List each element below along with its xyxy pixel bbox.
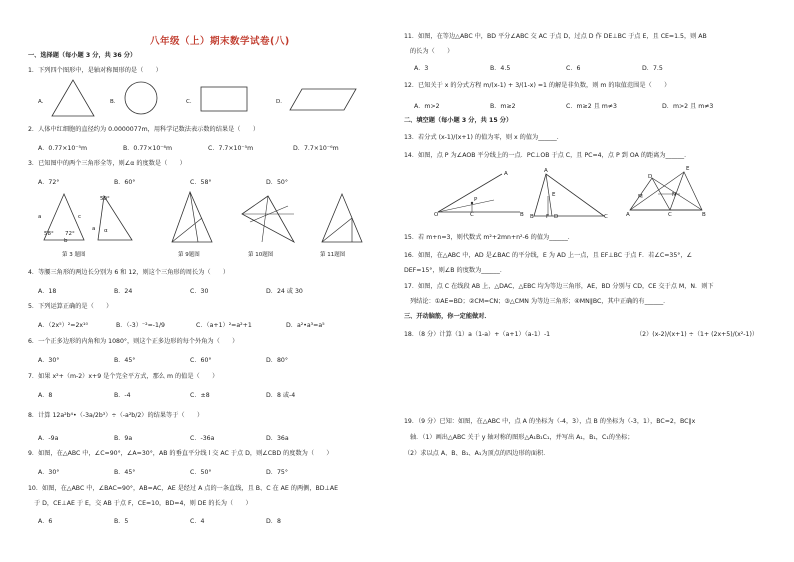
q14-label-c: C (470, 212, 474, 218)
q7-option-a: A．8 (38, 392, 53, 399)
q16-label-b: B (530, 214, 534, 220)
q4-option-d: D．24 或 30 (266, 288, 303, 295)
q14-label-b: B (520, 212, 524, 218)
q9-option-c: C．50° (190, 469, 212, 476)
q7-option-b: B．-4 (114, 392, 131, 399)
q17-label-b: B (702, 212, 706, 218)
q16-label-c: C (604, 214, 608, 220)
question-8: 8．计算 12a²b⁴•（-3a/2b³）÷（-a²b/2）的结果等于（ ） (28, 412, 204, 419)
q1-option-d: D． (276, 99, 286, 105)
q11-option-b: B．4.5 (490, 65, 511, 72)
rectangle-shape (200, 86, 248, 112)
section-1-heading: 一、选择题（每小题 3 分，共 36 分） (28, 52, 137, 59)
q4-options (38, 286, 342, 295)
q3-options (38, 177, 342, 186)
q9-option-d: D．75° (266, 469, 288, 476)
q17-label-d: D (648, 174, 653, 180)
figure-caption-10: 第 10题图 (248, 252, 274, 258)
q7-option-d: D．8 或-4 (266, 392, 296, 399)
q3-label-alpha: α (104, 228, 108, 234)
q5-option-c: C．（a+1）²=a²+1 (196, 322, 252, 329)
question-11-line-1: 11．如图，在等边△ABC 中，BD 平分∠ABC 交 AC 于点 D，过点 D 作 DE⊥BC 于点 E，且 CE=1.5，则 AB (404, 33, 707, 40)
q1-option-a: A． (38, 99, 48, 105)
q11-option-d: D．7.5 (642, 65, 663, 72)
q6-option-c: C．60° (190, 357, 212, 364)
q3-label-72: 72° (65, 231, 75, 237)
q10-figure (238, 192, 298, 246)
question-17-line-1: 17．如图，点 C 在线段 AB 上，△DAC，△EBC 均为等边三角形，AE，BD 分别与 CD，CE 交于点 M，N．则下 (404, 283, 714, 290)
q17-label-m: M (638, 194, 643, 200)
question-16-line-1: 16．如图，在△ABC 中，AD 是∠BAC 的平分线，E 为 AD 上一点，且 EF⊥BC 于点 F．若∠C=35°，∠ (404, 252, 693, 259)
q6-option-a: A．30° (38, 357, 60, 364)
question-18-part-2: （2）(x-2)/(x+1) ÷（1+ (2x+5)/(x²-1)） (636, 331, 759, 338)
q3-label-58: 58° (44, 231, 54, 237)
q6-option-d: D．80° (266, 357, 288, 364)
question-10-line-2: 于 D，CE⊥AE 于 E，交 AB 于点 F，CE=10，BD=4，则 DE 的长为（ ） (34, 500, 252, 507)
question-7: 7．如果 x²+（m-2）x+9 是个完全平方式，那么 m 的值是（ ） (28, 373, 219, 380)
triangle-shape (50, 78, 96, 118)
question-17-line-2: 列结论：①AE=BD；②CM=CN；③△CMN 为等边三角形；④MN∥BC，其中正确的有______． (410, 298, 670, 305)
question-6: 6．一个正多边形的内角和为 1080°，则这个正多边形的每个外角为（ ） (28, 338, 239, 345)
question-11-line-2: 的长为（ ） (410, 48, 454, 55)
q2-option-b: B．0.77×10⁻⁶m (123, 145, 173, 152)
question-16-line-2: DEF=15°，则∠B 的度数为______． (404, 267, 507, 274)
q9-option-b: B．45° (114, 469, 136, 476)
q8-option-c: C．-36a (190, 435, 215, 442)
left-column (28, 0, 396, 562)
q14-label-o: O (434, 212, 439, 218)
q3-label-a2: a (92, 226, 96, 232)
q16-label-d: D (554, 214, 559, 220)
q11-option-c: C．6 (566, 65, 581, 72)
q16-label-a: A (544, 168, 548, 174)
q12-option-d: D．m>2 且 m≠3 (662, 103, 714, 110)
figure-caption-3: 第 3 题图 (62, 252, 86, 258)
question-14: 14．如图，点 P 为∠AOB 平分线上的一点．PC⊥OB 于点 C，且 PC=4，点 P 到 OA 的距离为______． (404, 152, 691, 159)
q3-option-a: A．72° (38, 179, 60, 186)
right-column (404, 0, 772, 562)
question-12: 12．已知关于 x 的分式方程 m/(x-1) + 3/(1-x) =1 的解是非负数，则 m 的取值范围是（ ） (404, 82, 671, 89)
question-10-line-1: 10．如图，在△ABC 中，∠BAC=90°，AB=AC，AE 是经过 A 点的一条直线，且 B、C 在 AE 的两侧，BD⊥AE (28, 485, 339, 492)
question-19-line-1: 19．（9 分）已知：如图，在△ABC 中，点 A 的坐标为（-4，3），点 B 的坐标为（-3，1），BC=2，BC∥x (404, 418, 696, 425)
q4-option-c: C．30 (190, 288, 209, 295)
section-2-heading: 二、填空题（每小题 3 分，共 15 分） (404, 117, 513, 124)
q17-label-a: A (626, 212, 630, 218)
q12-option-a: A．m>2 (414, 103, 440, 110)
parallelogram-shape (288, 88, 358, 112)
q5-option-b: B．（-3）⁻²=-1/9 (116, 322, 165, 329)
q6-option-b: B．45° (114, 357, 136, 364)
q17-label-n: N (672, 192, 677, 198)
q10-option-d: D．8 (266, 518, 281, 525)
q12-options (414, 101, 758, 110)
question-4: 4．等腰三角形的两边长分别为 6 和 12，则这个三角形的周长为（ ） (28, 269, 230, 276)
q14-label-p: P (474, 197, 478, 203)
figure-caption-9: 第 9题图 (178, 252, 200, 258)
q11-figure (318, 190, 366, 246)
q8-option-d: D．36a (266, 435, 289, 442)
figure-caption-11: 第 11题图 (320, 252, 346, 258)
question-5: 5．下列运算正确的是（ ） (28, 303, 113, 310)
q8-option-a: A．-9a (38, 435, 59, 442)
q14-angle-figure (434, 170, 524, 218)
q17-label-c: C (668, 212, 672, 218)
q10-option-b: B．5 (114, 518, 129, 525)
q1-option-b: B． (110, 99, 120, 105)
question-19-line-2: 轴．（1）画出△ABC 关于 y 轴对称的图形△A₁B₁C₁，并写出 A₁，B₁，C₁的坐标； (410, 434, 634, 441)
q9-options (38, 467, 342, 476)
q16-triangle-figure (530, 170, 608, 222)
question-1: 1．下列四个图形中，是轴对称图形的是（ ） (28, 67, 162, 74)
q10-option-c: C．4 (190, 518, 205, 525)
question-18-part-1: 18．（8 分）计算（1）a（1-a）+（a+1）（a-1）-1 (404, 331, 551, 338)
q17-label-e: E (686, 166, 690, 172)
q8-option-b: B．9a (114, 435, 133, 442)
q5-option-d: D．a²•a³=a⁵ (286, 322, 325, 329)
q6-options (38, 355, 342, 364)
q11-option-a: A．3 (414, 65, 429, 72)
q3-option-d: D．50° (266, 179, 288, 186)
q2-option-c: C．7.7×10⁻⁵m (208, 145, 254, 152)
q12-option-c: C．m≥2 且 m≠3 (566, 103, 617, 110)
q5-option-a: A．（2x⁵）²=2x¹⁰ (38, 322, 88, 329)
q11-options (414, 63, 718, 72)
question-13: 13．若分式 (x-1)/(x+1) 的值为零，则 x 的值为______． (404, 134, 563, 141)
q16-label-f: F (546, 214, 550, 220)
q2-option-a: A．0.77×10⁻⁵m (38, 145, 88, 152)
q4-option-a: A．18 (38, 288, 57, 295)
q3-triangles-figure (36, 190, 136, 246)
question-9: 9．如图，在△ABC 中，∠C=90°，∠A=30°，AB 的垂直平分线 l 交 AC 于点 D，则∠CBD 的度数为（ ） (28, 450, 333, 457)
q9-figure (168, 188, 218, 248)
q2-options (38, 143, 378, 152)
page-title: 八年级（上）期末数学试卷(八) (150, 36, 290, 47)
q4-option-b: B．24 (114, 288, 133, 295)
q7-options (38, 390, 342, 399)
q8-options (38, 433, 342, 442)
q3-label-b: b (64, 238, 68, 244)
q3-label-a: a (38, 214, 42, 220)
question-3: 3．已知图中的两个三角形全等，则∠α 的度数是（ ） (28, 160, 186, 167)
q5-options (38, 320, 356, 329)
q3-label-c: c (78, 214, 82, 220)
q10-options (38, 516, 342, 525)
q3-option-b: B．60° (114, 179, 136, 186)
q2-option-d: D．7.7×10⁻⁶m (293, 145, 339, 152)
q7-option-c: C．±8 (190, 392, 210, 399)
section-3-heading: 三、开动脑筋，你一定能做对． (404, 313, 491, 320)
q12-option-b: B．m≥2 (490, 103, 516, 110)
q9-option-a: A．30° (38, 469, 60, 476)
question-2: 2．人体中红细胞的直径约为 0.0000077m，用科学记数法表示数的结果是（ ） (28, 126, 260, 133)
circle-shape (123, 80, 159, 116)
q16-label-e: E (552, 192, 556, 198)
q3-option-c: C．58° (190, 179, 212, 186)
q3-label-50: 50° (100, 196, 110, 202)
q14-label-a: A (504, 171, 508, 177)
q10-option-a: A．6 (38, 518, 53, 525)
q1-option-c: C． (186, 99, 196, 105)
question-15: 15．若 m+n=3，则代数式 m²+2mn+n²-6 的值为______． (404, 234, 574, 241)
question-19-line-3: （2）求以点 A、B、B₁、A₁为顶点的四边形的面积． (404, 450, 550, 457)
q17-triangles-figure (626, 168, 706, 216)
